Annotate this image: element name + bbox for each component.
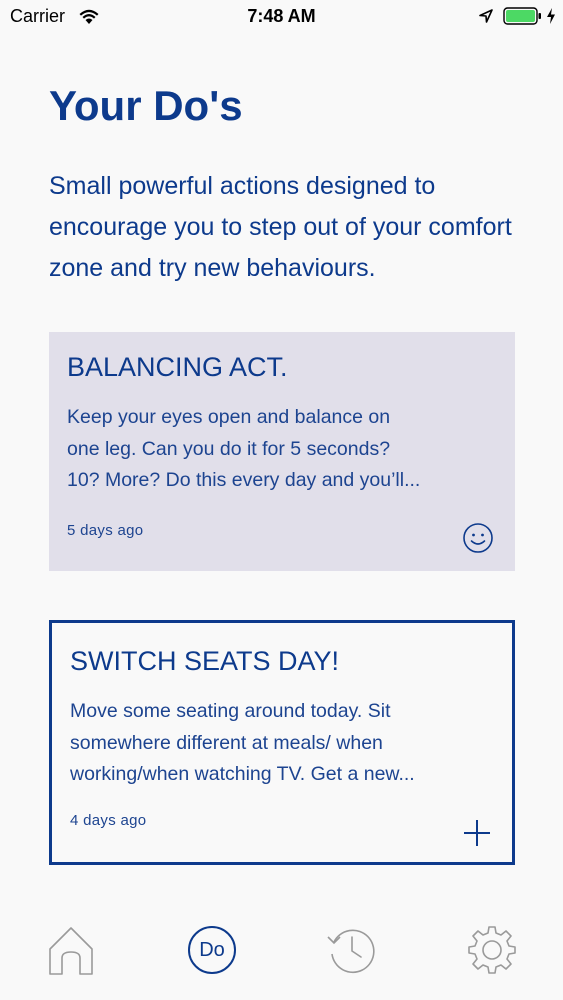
card-body [70, 696, 490, 791]
tab-do[interactable] [184, 922, 240, 978]
card-body-line: 10? More? Do this every day and you’ll... [67, 469, 421, 491]
settings-icon [464, 965, 520, 982]
battery-icon [503, 7, 543, 30]
page-title: Your Do's [49, 82, 243, 129]
card-timestamp: 4 days ago [70, 812, 147, 829]
card-body-line: Keep your eyes open and balance on [67, 406, 391, 428]
card-body-line: somewhere different at meals/ when [70, 731, 383, 754]
status-time: 7:48 AM [247, 6, 316, 26]
plus-icon[interactable] [462, 818, 492, 853]
card-title: BALANCING ACT. [67, 352, 288, 382]
tab-settings[interactable] [464, 922, 520, 978]
card-body-line: Move some seating around today. Sit [70, 700, 391, 722]
do-card-balancing-act[interactable] [49, 332, 515, 571]
page-subtitle: Small powerful actions designed to encourage you to step out of your comfort zone and try new behaviours. [49, 172, 512, 282]
tab-bar [0, 905, 563, 1000]
card-body [67, 402, 487, 497]
carrier-label: Carrier [10, 6, 66, 26]
tab-home[interactable] [44, 922, 100, 978]
card-title: SWITCH SEATS DAY! [70, 646, 340, 676]
tab-do-label: Do [199, 938, 225, 961]
smiley-icon[interactable] [462, 522, 494, 559]
charging-bolt-icon [546, 7, 556, 30]
card-timestamp: 5 days ago [67, 522, 144, 539]
home-icon [44, 965, 100, 982]
status-bar [0, 0, 563, 32]
tab-history[interactable] [324, 922, 380, 978]
history-icon [324, 965, 380, 982]
do-card-switch-seats-day[interactable] [49, 620, 515, 865]
card-body-line: one leg. Can you do it for 5 seconds? [67, 437, 391, 460]
location-arrow-icon [478, 8, 494, 29]
card-body-line: working/when watching TV. Get a new... [70, 763, 415, 785]
